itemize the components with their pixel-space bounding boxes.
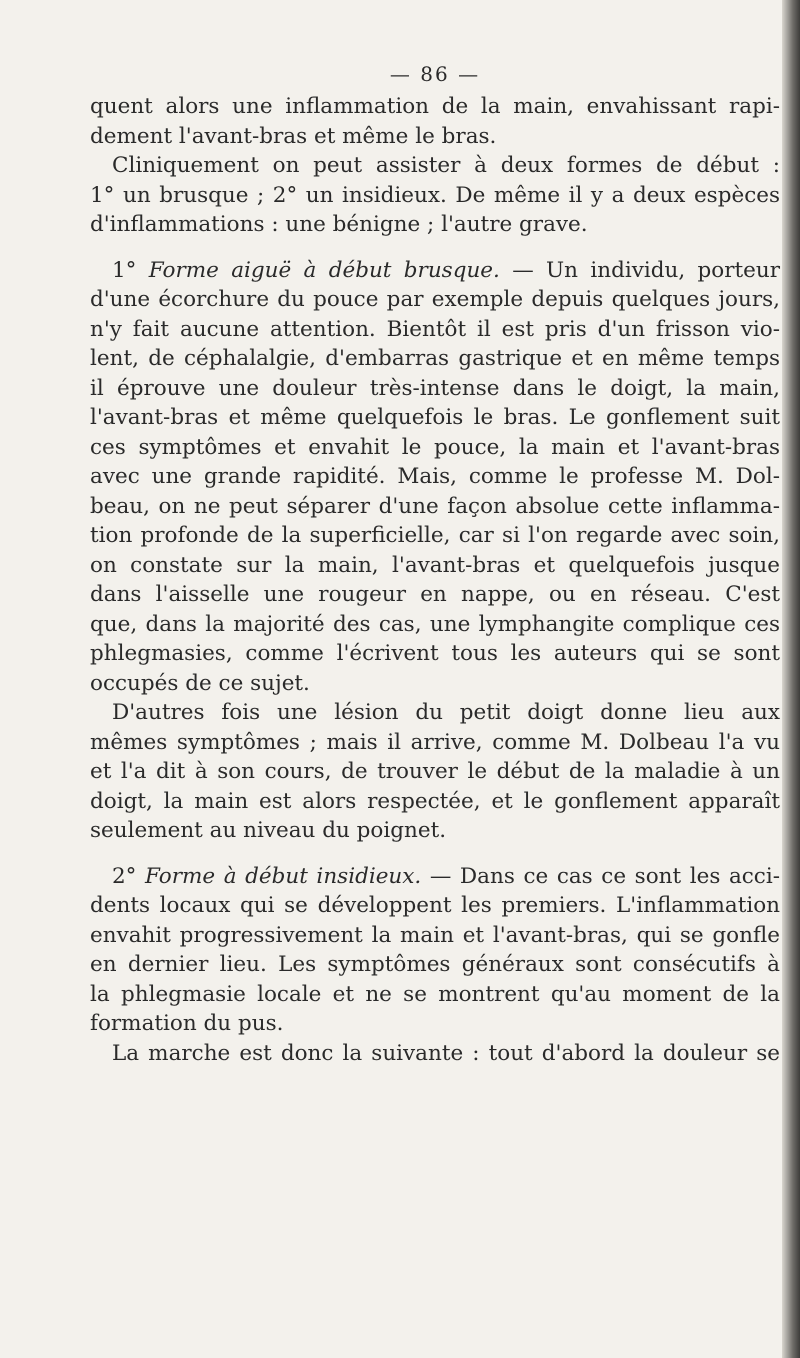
section-lead-text: — Un individu, porteur xyxy=(512,257,780,283)
paragraph-3 xyxy=(90,256,780,699)
section-heading-line xyxy=(90,256,780,286)
text-line: tion profonde de la superficielle, car si l'on regarde avec soin, xyxy=(90,523,780,548)
text-line: D'autres fois une lésion du petit doigt donne lieu aux xyxy=(112,700,780,725)
text-line: d'inflammations : une bénigne ; l'autre grave. xyxy=(90,212,588,237)
text-line: dents locaux qui se développent les premiers. L'inflammation xyxy=(90,893,780,918)
section-title: Forme à début insidieux. xyxy=(145,863,422,889)
page-text xyxy=(90,92,780,1068)
section-heading-line xyxy=(90,862,780,892)
section-number: 1° xyxy=(112,257,137,283)
text-line: phlegmasies, comme l'écrivent tous les auteurs qui se sont xyxy=(90,641,780,666)
page-edge-shadow xyxy=(782,0,800,1358)
text-line: Cliniquement on peut assister à deux formes de début : xyxy=(112,153,780,178)
text-line: La marche est donc la suivante : tout d'abord la douleur se xyxy=(112,1040,780,1066)
paragraph-2 xyxy=(90,151,780,240)
text-line: on constate sur la main, l'avant-bras et quelquefois jusque xyxy=(90,552,780,578)
paragraph-6 xyxy=(90,1039,780,1069)
text-line: l'avant-bras et même quelquefois le bras. Le gonflement suit xyxy=(90,405,780,430)
text-line: et l'a dit à son cours, de trouver le début de la maladie à un xyxy=(90,759,780,784)
section-number: 2° xyxy=(112,863,137,889)
text-line: dans l'aisselle une rougeur en nappe, ou en réseau. C'est xyxy=(90,582,780,607)
text-line: 1° un brusque ; 2° un insidieux. De même il y a deux espèces xyxy=(90,182,780,208)
text-line: ces symptômes et envahit le pouce, la main et l'avant-bras xyxy=(90,434,780,460)
text-line: avec une grande rapidité. Mais, comme le professe M. Dol- xyxy=(90,464,780,489)
text-line: beau, on ne peut séparer d'une façon absolue cette inflamma- xyxy=(90,493,780,519)
text-line: en dernier lieu. Les symptômes généraux sont consécutifs à xyxy=(90,952,780,977)
paragraph-gap xyxy=(90,240,780,256)
text-line: formation du pus. xyxy=(90,1011,284,1036)
text-line: occupés de ce sujet. xyxy=(90,670,310,696)
text-line: seulement au niveau du poignet. xyxy=(90,818,447,843)
paragraph-1 xyxy=(90,92,780,151)
section-lead-text: — Dans ce cas ce sont les acci- xyxy=(429,863,780,889)
text-line: quent alors une inflammation de la main, envahissant rapi- xyxy=(90,94,780,119)
paragraph-4 xyxy=(90,698,780,846)
paragraph-gap xyxy=(90,846,780,862)
text-line: mêmes symptômes ; mais il arrive, comme M. Dolbeau l'a vu xyxy=(90,729,780,755)
text-line: n'y fait aucune attention. Bientôt il est pris d'un frisson vio- xyxy=(90,316,780,342)
text-line: la phlegmasie locale et ne se montrent qu'au moment de la xyxy=(90,981,780,1007)
text-line: que, dans la majorité des cas, une lymphangite complique ces xyxy=(90,611,780,637)
text-line: il éprouve une douleur très-intense dans le doigt, la main, xyxy=(90,375,780,401)
text-line: doigt, la main est alors respectée, et le gonflement apparaît xyxy=(90,788,780,814)
text-line: d'une écorchure du pouce par exemple depuis quelques jours, xyxy=(90,287,780,312)
text-line: dement l'avant-bras et même le bras. xyxy=(90,123,497,149)
text-line: envahit progressivement la main et l'avant-bras, qui se gonfle xyxy=(90,922,780,948)
section-title: Forme aiguë à début brusque. xyxy=(148,257,500,283)
page-number: — 86 — xyxy=(389,62,481,86)
paragraph-5 xyxy=(90,862,780,1039)
text-line: lent, de céphalalgie, d'embarras gastrique et en même temps xyxy=(90,346,780,371)
